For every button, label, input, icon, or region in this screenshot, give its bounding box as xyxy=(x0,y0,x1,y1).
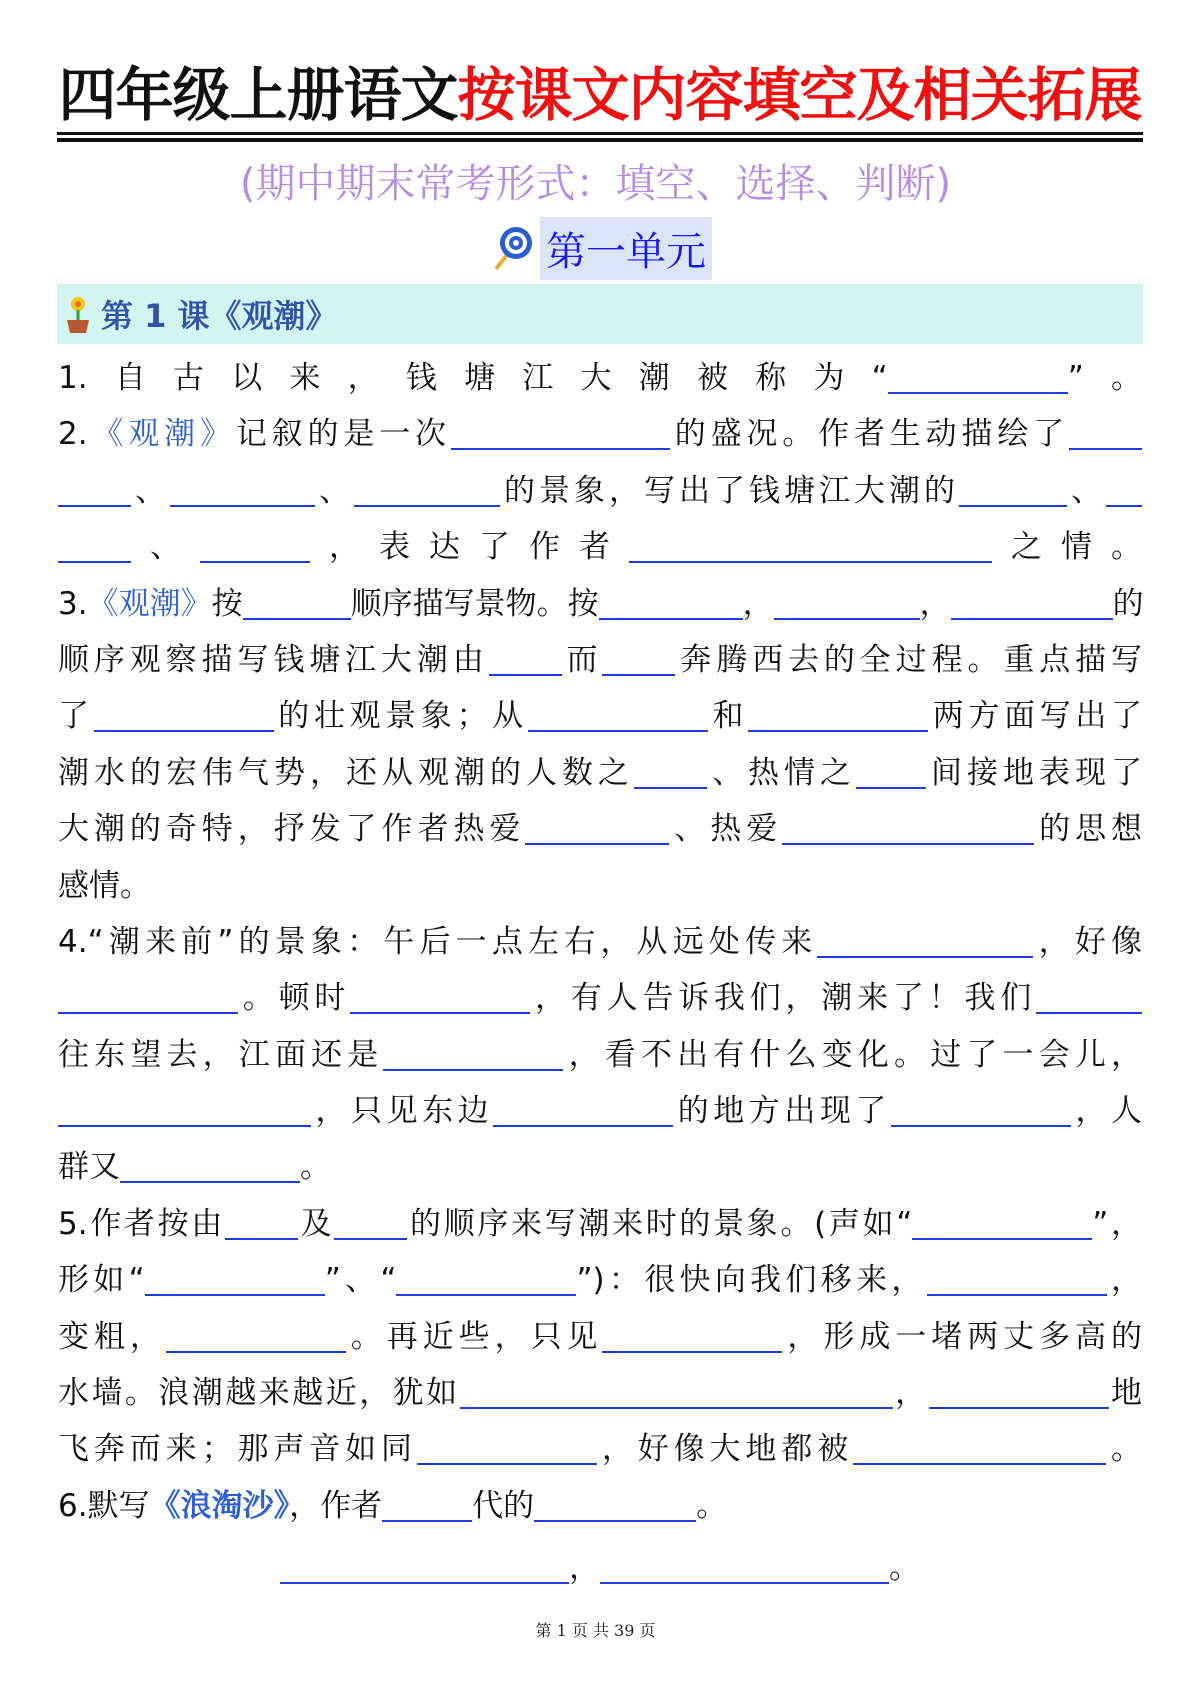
answer-blank[interactable] xyxy=(525,803,669,845)
question-text: 、 xyxy=(131,472,170,509)
answer-blank[interactable] xyxy=(534,1480,696,1522)
question-text: 飞奔而来；那声音如同 xyxy=(58,1431,417,1468)
question-text: 。 xyxy=(696,1487,728,1524)
answer-blank[interactable] xyxy=(599,578,743,620)
question-text: 代的 xyxy=(472,1487,535,1524)
answer-blank[interactable] xyxy=(354,465,500,507)
text-line xyxy=(58,801,1142,857)
answer-blank[interactable] xyxy=(94,690,274,732)
question-text: ”， xyxy=(1092,1205,1143,1242)
question-text: ， xyxy=(569,1550,600,1587)
answer-blank[interactable] xyxy=(602,634,675,676)
question-text: 、 xyxy=(315,472,354,509)
answer-blank[interactable] xyxy=(417,1423,597,1465)
question-text: 感情。 xyxy=(58,867,151,904)
answer-blank[interactable] xyxy=(243,578,351,620)
question-text: ， xyxy=(1106,1262,1143,1299)
question-text: ”。 xyxy=(1067,360,1142,396)
lesson-title: 第 1 课《观潮》 xyxy=(101,297,338,335)
unit-heading xyxy=(490,217,712,280)
question-text: 。再近些，只见 xyxy=(345,1318,603,1355)
title-rule xyxy=(57,138,1143,142)
question-text: 1.自古以来，钱塘江大潮被称为“ xyxy=(58,360,888,396)
answer-blank[interactable] xyxy=(782,803,1034,845)
question-text: 、热爱 xyxy=(669,811,783,848)
question-text: 。 xyxy=(889,1550,920,1587)
question-text: 形如“ xyxy=(58,1262,145,1299)
answer-blank[interactable] xyxy=(451,408,670,450)
question-text: ，作者 xyxy=(289,1487,383,1524)
answer-blank[interactable] xyxy=(58,465,131,507)
question-text: ，形成一堵两丈多高的 xyxy=(782,1318,1143,1355)
answer-blank[interactable] xyxy=(280,1542,569,1584)
question-text: 顺序观察描写钱塘江大潮由 xyxy=(58,641,489,678)
answer-blank[interactable] xyxy=(1036,972,1142,1014)
text-line xyxy=(58,970,1142,1026)
question-text: 5.作者按由 xyxy=(58,1205,225,1242)
answer-blank[interactable] xyxy=(489,634,562,676)
answer-blank[interactable] xyxy=(634,747,707,789)
question-text: 记叙的是一次 xyxy=(235,416,451,453)
text-line xyxy=(58,576,1142,632)
question-text: ，好像大地都被 xyxy=(596,1431,854,1468)
question-text: 之情。 xyxy=(992,529,1142,566)
question-text: 4.“潮来前”的景象：午后一点左右，从远处传来 xyxy=(58,923,818,960)
answer-blank[interactable] xyxy=(225,1198,298,1240)
question-text: 、 xyxy=(1067,472,1106,509)
text-title-reference: 《浪淘沙》 xyxy=(149,1487,290,1524)
question-text: 而 xyxy=(561,641,603,678)
question-text: 2. xyxy=(58,416,88,453)
text-line xyxy=(58,463,1142,519)
question-text: 两方面写出了 xyxy=(928,698,1143,735)
text-title-reference: 《观潮》 xyxy=(87,585,212,622)
question-text: 的 xyxy=(1112,585,1144,622)
question-text: 往东望去，江面还是 xyxy=(58,1036,384,1073)
question-text: ，表达了作者 xyxy=(310,529,629,566)
question-text: 按 xyxy=(211,585,243,622)
answer-blank[interactable] xyxy=(396,1254,576,1296)
answer-blank[interactable] xyxy=(334,1198,407,1240)
fill-in-questions xyxy=(58,350,1142,1597)
question-text: 大潮的奇特，抒发了作者热爱 xyxy=(58,811,526,848)
question-text: 水墙。浪潮越来越近，犹如 xyxy=(58,1375,460,1412)
subtitle: (期中期末常考形式：填空、选择、判断) xyxy=(239,161,952,207)
text-line xyxy=(58,519,1142,575)
question-text: 的地方出现了 xyxy=(673,1093,891,1130)
answer-blank[interactable] xyxy=(383,1029,563,1071)
page-title xyxy=(57,58,1143,132)
answer-blank[interactable] xyxy=(748,690,928,732)
text-line xyxy=(58,1421,1142,1477)
answer-blank[interactable] xyxy=(493,1085,673,1127)
answer-blank[interactable] xyxy=(58,1085,311,1127)
answer-blank[interactable] xyxy=(58,972,238,1014)
answer-blank[interactable] xyxy=(460,1367,893,1409)
question-text: 的壮观景象；从 xyxy=(273,698,528,735)
answer-blank[interactable] xyxy=(200,521,310,563)
answer-blank[interactable] xyxy=(1069,408,1142,450)
title-rule xyxy=(57,132,1143,135)
lesson-bar xyxy=(57,284,1143,344)
question-text: 及 xyxy=(297,1205,335,1242)
answer-blank[interactable] xyxy=(888,352,1068,394)
text-line xyxy=(58,914,1142,970)
text-line xyxy=(58,1365,1142,1421)
answer-blank[interactable] xyxy=(602,1311,782,1353)
answer-blank[interactable] xyxy=(959,465,1067,507)
question-text: 了 xyxy=(58,698,94,735)
answer-blank[interactable] xyxy=(166,1311,346,1353)
answer-blank[interactable] xyxy=(170,465,315,507)
answer-blank[interactable] xyxy=(145,1254,325,1296)
answer-blank[interactable] xyxy=(120,1141,300,1183)
question-text: 奔腾西去的全过程。重点描写 xyxy=(675,641,1143,678)
page-number: 第 1 页 共 39 页 xyxy=(535,1621,656,1640)
question-text: ，好像 xyxy=(1033,923,1143,960)
answer-blank[interactable] xyxy=(951,578,1113,620)
question-text: 3. xyxy=(58,585,88,622)
text-line xyxy=(58,350,1142,406)
question-text: ，看不出有什么变化。过了一会儿， xyxy=(563,1036,1143,1073)
answer-blank[interactable] xyxy=(528,690,708,732)
question-text: ，有人告诉我们，潮来了！我们 xyxy=(530,980,1037,1017)
flower-pot-icon xyxy=(63,294,93,334)
text-line xyxy=(58,1196,1142,1252)
answer-blank[interactable] xyxy=(774,578,920,620)
answer-blank[interactable] xyxy=(629,521,992,563)
question-text: 、 xyxy=(131,529,200,566)
text-line xyxy=(58,406,1142,462)
answer-blank[interactable] xyxy=(927,1254,1107,1296)
question-text: 6.默写 xyxy=(58,1487,150,1524)
answer-blank[interactable] xyxy=(891,1085,1071,1127)
text-line xyxy=(58,1027,1142,1083)
question-text: 。 xyxy=(300,1149,331,1186)
answer-blank[interactable] xyxy=(856,747,926,789)
question-text: 顺序描写景物。按 xyxy=(350,585,599,622)
question-text: 。 xyxy=(1106,1431,1143,1468)
text-line xyxy=(58,745,1142,801)
question-text: 间接地表现了 xyxy=(926,754,1142,791)
text-line xyxy=(58,1309,1142,1365)
question-text: ， xyxy=(919,585,951,622)
answer-blank[interactable] xyxy=(817,916,1033,958)
text-line xyxy=(58,632,1142,688)
question-text: ，只见东边 xyxy=(311,1093,494,1130)
answer-blank[interactable] xyxy=(912,1198,1092,1240)
text-line xyxy=(58,858,1142,914)
question-text: ， xyxy=(742,585,774,622)
question-text: 群又 xyxy=(58,1149,120,1186)
question-text: 的顺序来写潮来时的景象。(声如“ xyxy=(407,1205,913,1242)
question-text: 变粗， xyxy=(58,1318,166,1355)
text-line xyxy=(58,1252,1142,1308)
text-line xyxy=(58,1478,1142,1534)
question-text: ，人 xyxy=(1070,1093,1143,1130)
unit-label: 第一单元 xyxy=(540,217,712,280)
question-text: ”)：很快向我们移来， xyxy=(576,1262,927,1299)
answer-blank[interactable] xyxy=(600,1542,889,1584)
answer-blank[interactable] xyxy=(929,1367,1109,1409)
question-text: 地 xyxy=(1108,1375,1143,1412)
question-text: 和 xyxy=(707,698,749,735)
question-text: 。顿时 xyxy=(238,980,351,1017)
answer-blank[interactable] xyxy=(382,1480,472,1522)
answer-blank[interactable] xyxy=(1106,465,1142,507)
title-red: 按课文内容填空及相关拓展 xyxy=(457,61,1142,129)
target-magnifier-icon xyxy=(490,225,534,273)
question-text: ， xyxy=(892,1375,929,1412)
answer-blank[interactable] xyxy=(350,972,530,1014)
question-text: 、热情之 xyxy=(707,754,856,791)
answer-blank[interactable] xyxy=(58,521,131,563)
text-line xyxy=(58,1540,1142,1596)
text-title-reference: 《观潮》 xyxy=(87,416,236,453)
title-black: 四年级上册语文 xyxy=(58,61,458,129)
question-text: ”、“ xyxy=(324,1262,397,1299)
question-text: 潮水的宏伟气势，还从观潮的人数之 xyxy=(58,754,634,791)
answer-blank[interactable] xyxy=(853,1423,1106,1465)
text-line xyxy=(58,1083,1142,1139)
question-text: 的盛况。作者生动描绘了 xyxy=(669,416,1070,453)
text-line xyxy=(58,688,1142,744)
question-text: 的景象，写出了钱塘江大潮的 xyxy=(500,472,959,509)
text-line xyxy=(58,1139,1142,1195)
question-text: 的思想 xyxy=(1034,811,1143,848)
